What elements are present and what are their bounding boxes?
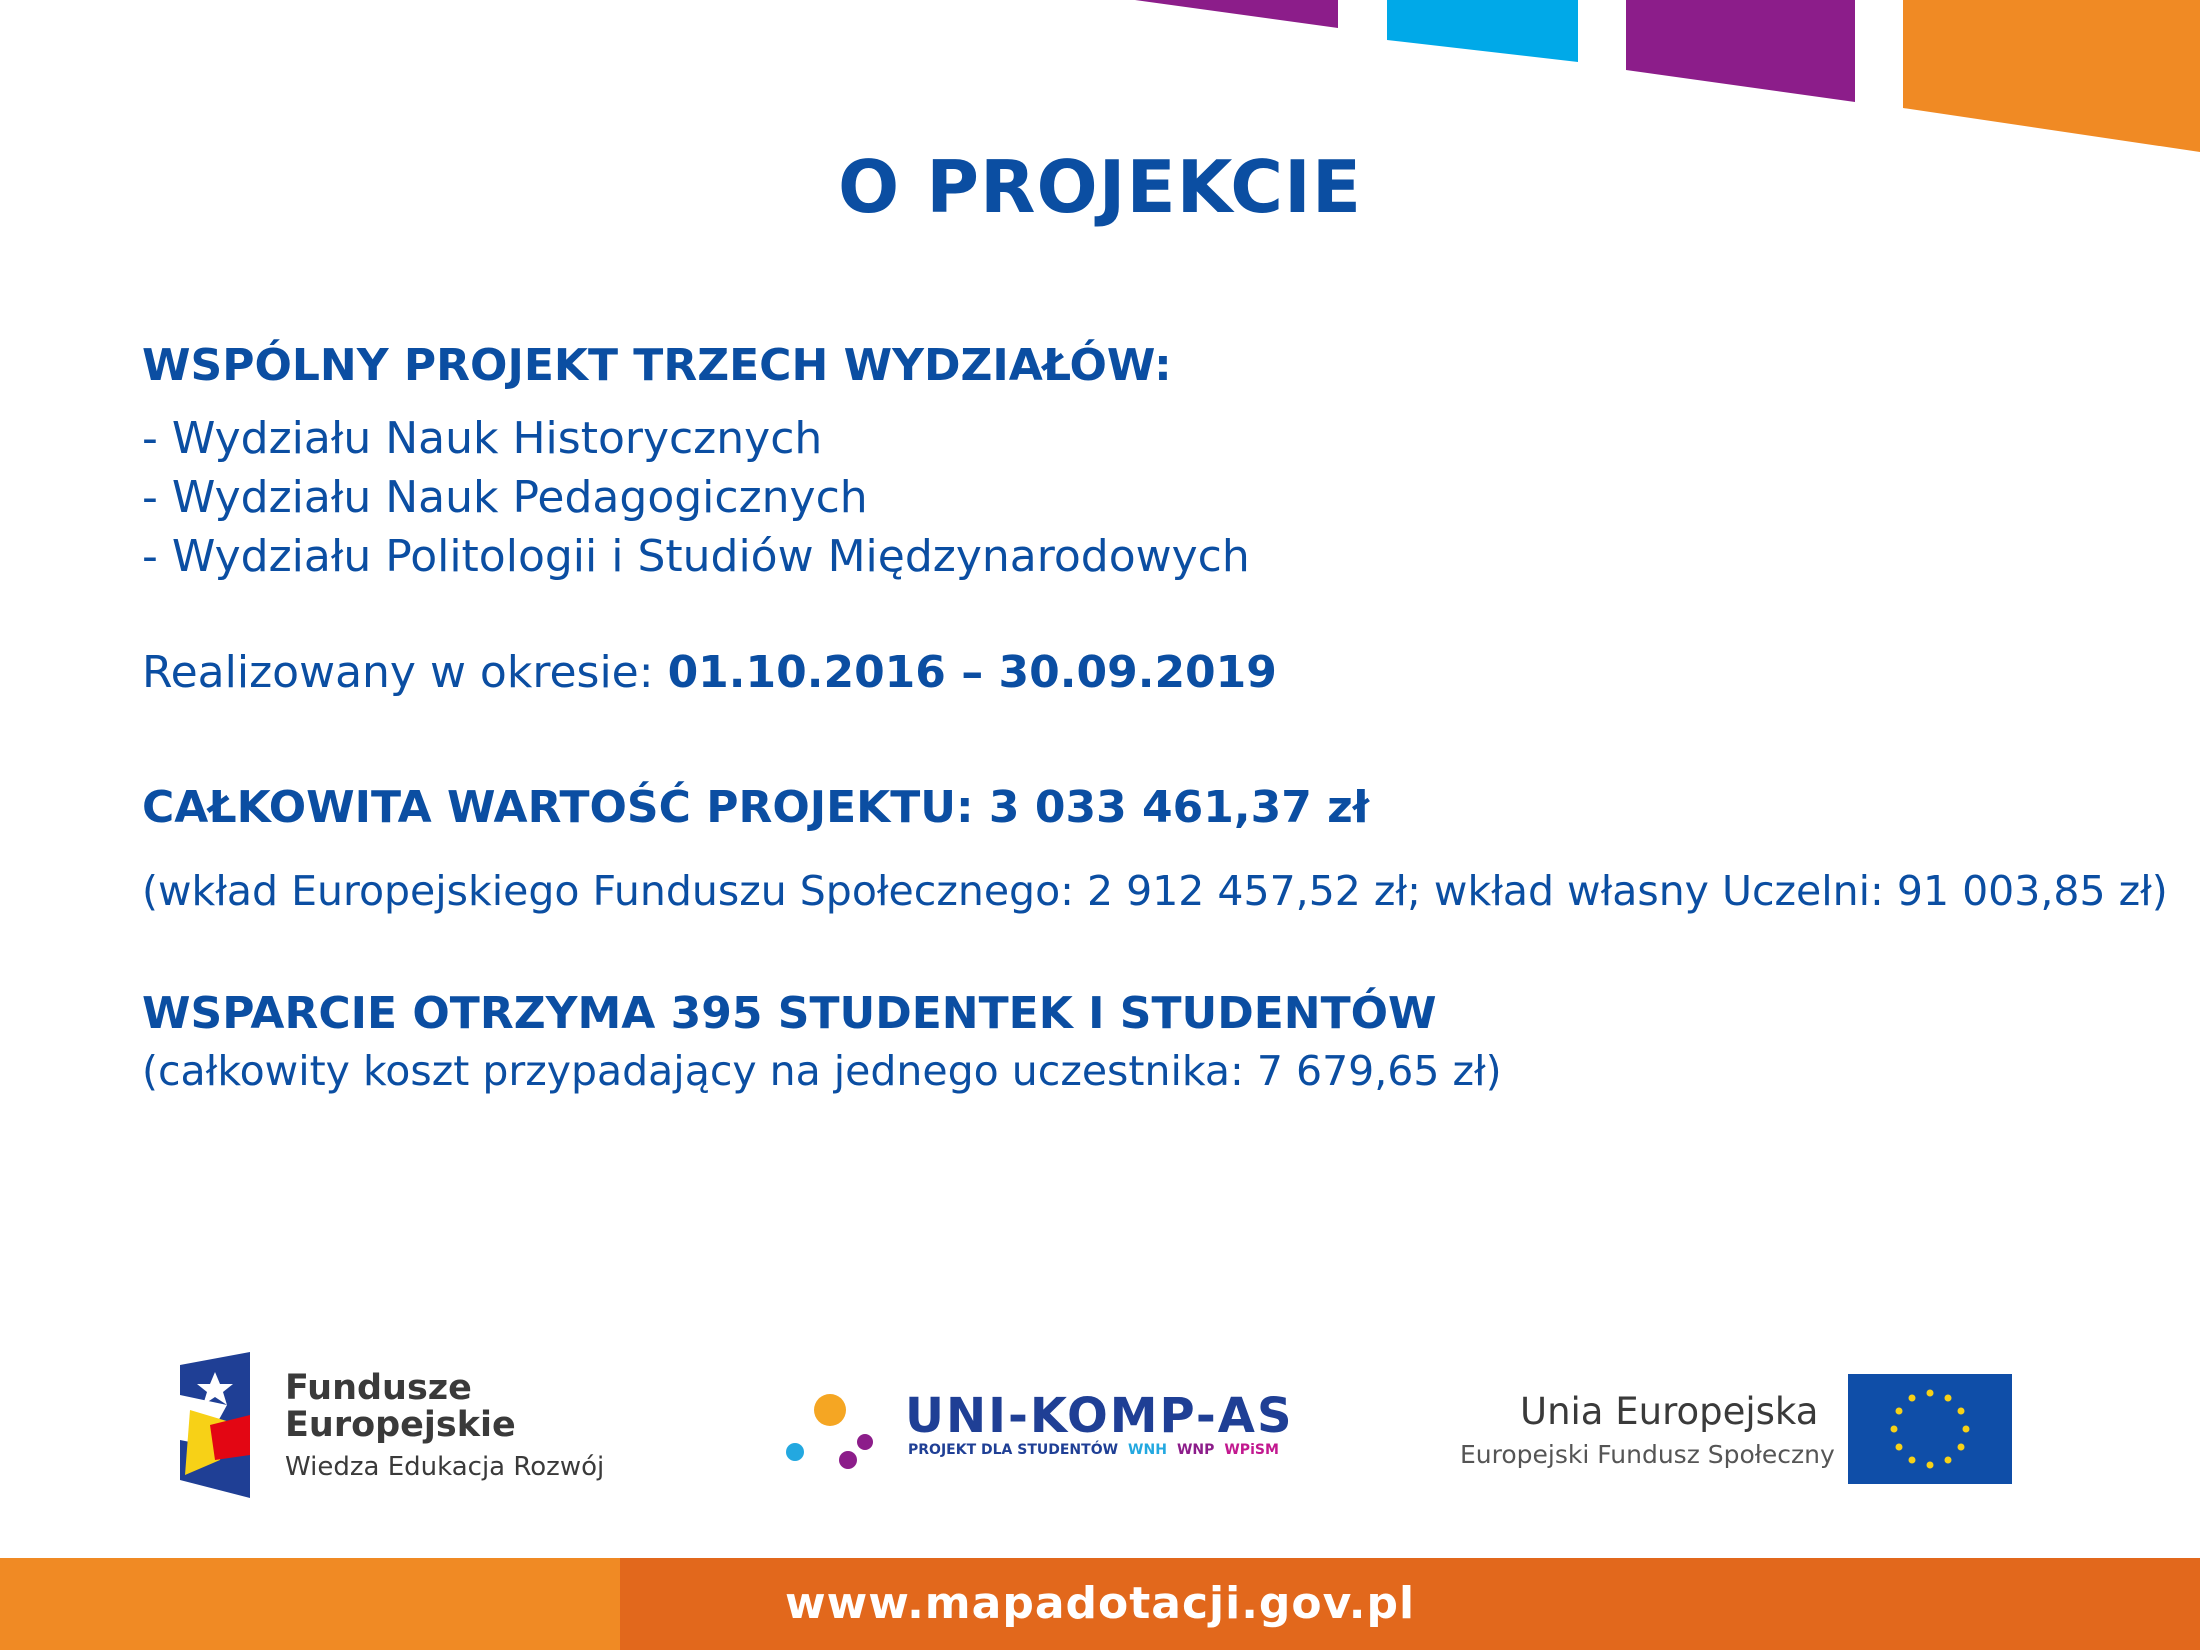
total-value-heading: CAŁKOWITA WARTOŚĆ PROJEKTU: 3 033 461,37 zł	[142, 782, 1370, 833]
uni-komp-tag-wpism: WPiSM	[1224, 1442, 1279, 1458]
faculty-item: - Wydziału Politologii i Studiów Międzynarodowych	[142, 531, 1250, 582]
fe-line1: Fundusze	[285, 1368, 472, 1408]
uni-komp-tag-wnh: WNH	[1128, 1442, 1167, 1458]
period-label: Realizowany w okresie:	[142, 647, 668, 698]
page-title: O PROJEKCIE	[837, 145, 1363, 229]
eu-flag-icon	[1848, 1374, 2012, 1484]
footer-url-link[interactable]: www.mapadotacji.gov.pl	[784, 1578, 1416, 1629]
top-decorative-stripes	[0, 0, 2200, 160]
uni-komp-subtitle	[908, 1442, 1279, 1458]
ue-title: Unia Europejska	[1520, 1390, 1819, 1433]
fundusze-europejskie-text	[285, 1370, 604, 1481]
fe-line3: Wiedza Edukacja Rozwój	[285, 1451, 605, 1482]
uni-komp-title: UNI-KOMP-AS	[905, 1388, 1294, 1444]
uni-komp-tag-wnp: WNP	[1176, 1442, 1215, 1458]
uni-komp-dots-icon	[780, 1390, 890, 1490]
total-value-detail: (wkład Europejskiego Funduszu Społecznego: 2 912 457,52 zł; wkład własny Uczelni: 91 003,85 zł)	[142, 867, 2168, 915]
logos-bar	[0, 1340, 2200, 1520]
fe-line2: Europejskie	[285, 1404, 516, 1445]
faculties-heading: WSPÓLNY PROJEKT TRZECH WYDZIAŁÓW:	[142, 340, 1172, 391]
support-detail: (całkowity koszt przypadający na jednego uczestnika: 7 679,65 zł)	[142, 1047, 1502, 1095]
period-value: 01.10.2016 – 30.09.2019	[667, 647, 1277, 698]
ue-subtitle: Europejski Fundusz Społeczny	[1460, 1440, 1835, 1469]
support-heading: WSPARCIE OTRZYMA 395 STUDENTEK I STUDENTÓW	[142, 988, 1437, 1039]
uni-komp-subtitle-text: PROJEKT DLA STUDENTÓW	[908, 1442, 1119, 1458]
faculty-item: - Wydziału Nauk Pedagogicznych	[142, 472, 868, 523]
faculty-item: - Wydziału Nauk Historycznych	[142, 413, 823, 464]
fundusze-europejskie-flag-icon	[175, 1350, 257, 1498]
period-line	[142, 647, 1277, 698]
